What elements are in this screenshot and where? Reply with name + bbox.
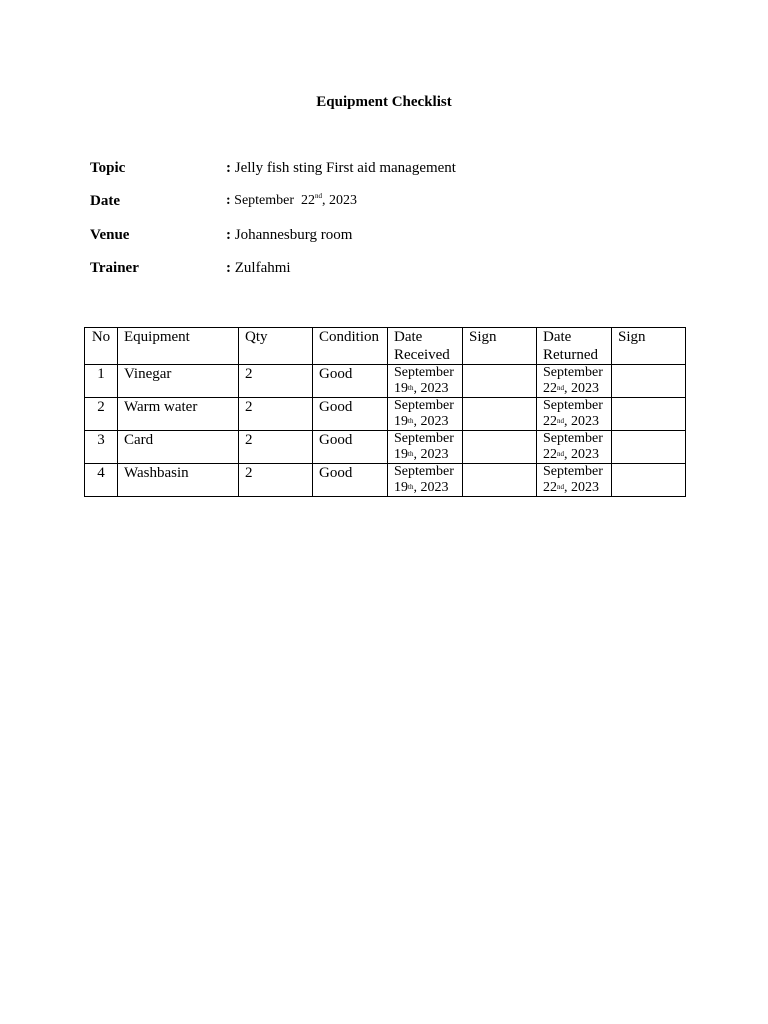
- row-qty: 2: [239, 464, 313, 497]
- row-no: 1: [85, 365, 118, 398]
- table-row: [85, 398, 686, 431]
- date-received-month: September: [394, 431, 454, 446]
- date-received-year: , 2023: [413, 414, 449, 429]
- row-condition: Good: [313, 365, 388, 398]
- table-header-row: [85, 328, 686, 365]
- date-received-suffix: th: [408, 450, 414, 458]
- date-received-year: , 2023: [413, 480, 449, 495]
- row-sign-returned: [612, 398, 686, 431]
- row-date-received: [388, 464, 463, 497]
- header-sign: Sign: [612, 328, 686, 365]
- row-sign-received: [463, 464, 537, 497]
- header-no: No: [85, 328, 118, 365]
- date-received-year: , 2023: [413, 381, 449, 396]
- row-no: 4: [85, 464, 118, 497]
- row-sign-received: [463, 431, 537, 464]
- topic-value-wrap: [226, 160, 456, 177]
- table-body: [85, 365, 686, 497]
- row-sign-returned: [612, 431, 686, 464]
- row-qty: 2: [239, 365, 313, 398]
- row-qty: 2: [239, 398, 313, 431]
- date-received-suffix: th: [408, 384, 414, 392]
- date-returned-suffix: nd: [557, 384, 564, 392]
- date-returned-day: 22: [543, 480, 557, 495]
- info-row-venue: [90, 227, 352, 244]
- row-sign-returned: [612, 365, 686, 398]
- row-condition: Good: [313, 431, 388, 464]
- topic-label: Topic: [90, 160, 126, 176]
- row-date-returned: [537, 431, 612, 464]
- table-row: [85, 365, 686, 398]
- date-received-day: 19: [394, 447, 408, 462]
- date-received-day: 19: [394, 381, 408, 396]
- row-sign-received: [463, 365, 537, 398]
- date-returned-year: , 2023: [564, 414, 599, 429]
- row-condition: Good: [313, 464, 388, 497]
- colon: :: [226, 193, 235, 208]
- date-value-main: September 22: [234, 193, 316, 208]
- date-returned-month: September: [543, 464, 603, 479]
- date-returned-suffix: nd: [557, 417, 564, 425]
- row-date-returned: [537, 365, 612, 398]
- row-date-received: [388, 365, 463, 398]
- row-equipment: Washbasin: [118, 464, 239, 497]
- date-received-suffix: th: [408, 417, 414, 425]
- header-qty: Qty: [239, 328, 313, 365]
- date-returned-day: 22: [543, 381, 557, 396]
- date-received-month: September: [394, 365, 454, 380]
- date-returned-month: September: [543, 431, 603, 446]
- header-date-returned: Date Returned: [537, 328, 612, 365]
- row-date-returned: [537, 464, 612, 497]
- header-condition: Condition: [313, 328, 388, 365]
- trainer-label: Trainer: [90, 260, 139, 276]
- date-received-month: September: [394, 398, 454, 413]
- trainer-value-wrap: [226, 260, 291, 277]
- date-returned-year: , 2023: [564, 447, 599, 462]
- topic-value: Jelly fish sting First aid management: [234, 160, 456, 176]
- date-returned-suffix: nd: [557, 450, 564, 458]
- date-returned-month: September: [543, 398, 603, 413]
- row-equipment: Vinegar: [118, 365, 239, 398]
- row-sign-received: [463, 398, 537, 431]
- date-returned-day: 22: [543, 414, 557, 429]
- row-date-received: [388, 431, 463, 464]
- date-returned-year: , 2023: [564, 480, 599, 495]
- date-received-day: 19: [394, 414, 408, 429]
- colon: :: [226, 160, 235, 176]
- row-equipment: Warm water: [118, 398, 239, 431]
- date-returned-year: , 2023: [564, 381, 599, 396]
- row-date-received: [388, 398, 463, 431]
- table-row: [85, 464, 686, 497]
- table-row: [85, 431, 686, 464]
- header-equipment: Equipment: [118, 328, 239, 365]
- row-sign-returned: [612, 464, 686, 497]
- date-returned-month: September: [543, 365, 603, 380]
- trainer-value: Zulfahmi: [234, 260, 291, 276]
- row-date-returned: [537, 398, 612, 431]
- date-received-day: 19: [394, 480, 408, 495]
- date-value-end: , 2023: [322, 193, 358, 208]
- equipment-table: [84, 327, 686, 497]
- date-returned-day: 22: [543, 447, 557, 462]
- row-no: 3: [85, 431, 118, 464]
- header-date-received: Date Received: [388, 328, 463, 365]
- date-value-wrap: [226, 193, 357, 210]
- venue-label: Venue: [90, 227, 130, 243]
- date-received-suffix: th: [408, 483, 414, 491]
- venue-value-wrap: [226, 227, 352, 244]
- date-received-year: , 2023: [413, 447, 449, 462]
- header-sign: Sign: [463, 328, 537, 365]
- info-row-topic: [90, 160, 456, 177]
- row-condition: Good: [313, 398, 388, 431]
- date-received-month: September: [394, 464, 454, 479]
- document-title: Equipment Checklist: [316, 94, 452, 110]
- row-no: 2: [85, 398, 118, 431]
- date-label: Date: [90, 193, 120, 209]
- date-value-sup: nd: [315, 192, 323, 200]
- info-row-trainer: [90, 260, 291, 277]
- venue-value: Johannesburg room: [234, 227, 353, 243]
- info-row-date: [90, 193, 357, 210]
- row-qty: 2: [239, 431, 313, 464]
- row-equipment: Card: [118, 431, 239, 464]
- date-returned-suffix: nd: [557, 483, 564, 491]
- colon: :: [226, 227, 235, 243]
- colon: :: [226, 260, 235, 276]
